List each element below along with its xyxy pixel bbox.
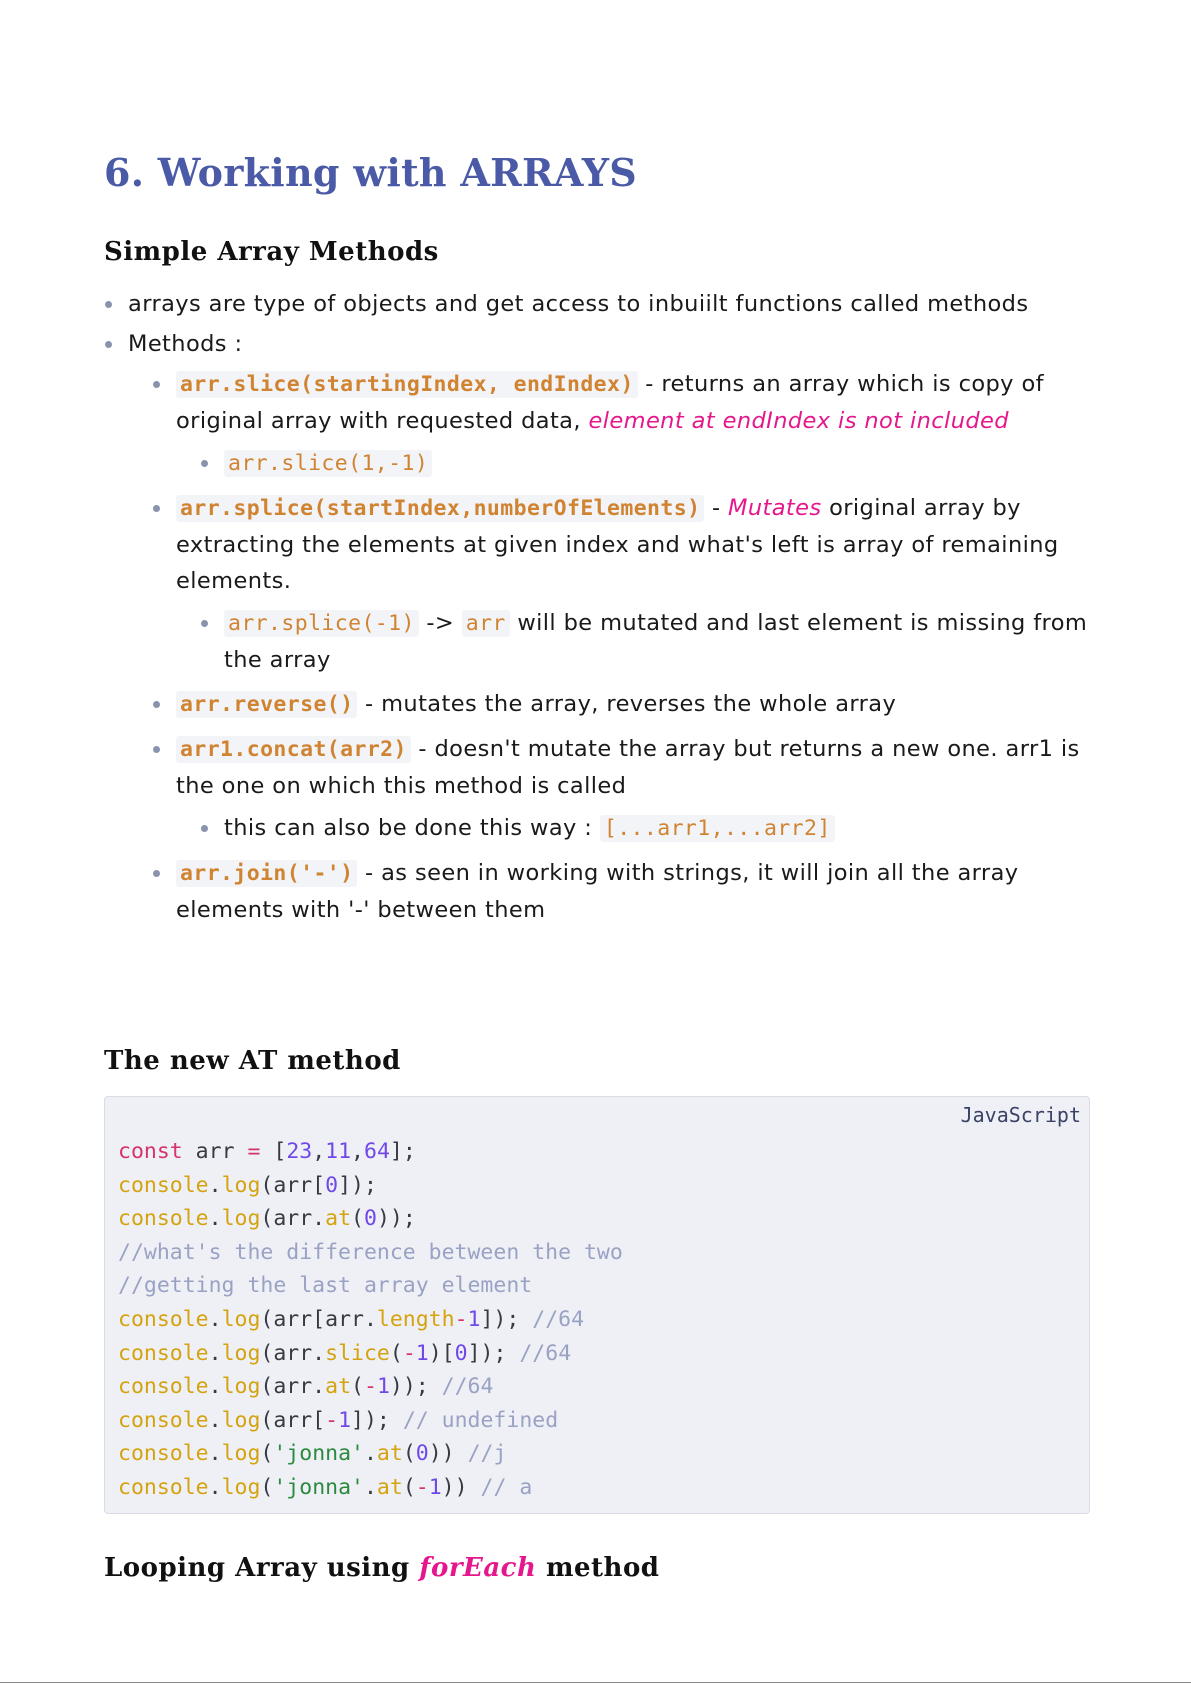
page-divider — [0, 1682, 1191, 1683]
list-item: this can also be done this way : [...arr1,...arr2] — [200, 810, 1090, 847]
page-title: 6. Working with ARRAYS — [104, 150, 637, 195]
list-item-reverse: arr.reverse() - mutates the array, reverses the whole array — [152, 686, 1090, 723]
inline-code: arr.splice(-1) — [224, 610, 419, 637]
list-item: arr.splice(-1) -> arr will be mutated and last element is missing from the array — [200, 605, 1090, 678]
list-item: Methods : arr.slice(startingIndex, endIndex) - returns an array which is copy of original array with requested data, element at endIndex is not included arr.slice(1,-1) arr.splice(startIndex,numberOfElements) - Mutates original array by extracting the elements at given index and what's left is array of remaining elements. arr.splice(-1) -> arr will be mutated and last element is missing from the array arr.reverse() - mutates the array, reverses the whole array arr1.concat(arr2) - doesn't mutate the array but returns a new one. arr1 is the one on which this method is called this can also be done this way : [...arr1,...arr2] arr.join('-') - as seen in working with strings, it will join all the array elements with '-' between them — [104, 326, 1090, 928]
inline-code: arr.join('-') — [176, 860, 357, 887]
code-content: const arr = [23,11,64]; console.log(arr[0]); console.log(arr.at(0)); //what's the difference between the two //getting the last array element console.log(arr[arr.length-1]); //64 console.log(arr.slice(-1)[0]); //64 console.log(arr.at(-1)); //64 console.log(arr[-1]); // undefined console.log('jonna'.at(0)) //j console.log('jonna'.at(-1)) // a — [118, 1139, 623, 1500]
section-heading-looping-foreach: Looping Array using forEach method — [104, 1553, 660, 1583]
list-item-join: arr.join('-') - as seen in working with strings, it will join all the array elements with '-' between them — [152, 855, 1090, 928]
code-language-label: JavaScript — [960, 1103, 1081, 1127]
emphasis-text: forEach — [419, 1553, 537, 1583]
inline-code: [...arr1,...arr2] — [600, 815, 835, 842]
list-item — [200, 445, 1090, 482]
inline-code: arr — [462, 610, 510, 637]
emphasis-text: Mutates — [728, 495, 822, 521]
methods-list — [104, 286, 1090, 936]
list-item: arrays are type of objects and get access to inbuiilt functions called methods — [104, 286, 1090, 322]
list-item-concat: arr1.concat(arr2) - doesn't mutate the array but returns a new one. arr1 is the one on which this method is called this can also be done this way : [...arr1,...arr2] — [152, 731, 1090, 847]
section-heading-simple-array-methods: Simple Array Methods — [104, 237, 439, 267]
inline-code: arr.slice(startingIndex, endIndex) — [176, 371, 638, 398]
code-block — [104, 1096, 1090, 1514]
inline-code: arr1.concat(arr2) — [176, 736, 411, 763]
emphasis-text: element at endIndex is not included — [588, 408, 1009, 434]
section-heading-at-method: The new AT method — [104, 1046, 401, 1076]
list-item-slice: arr.slice(startingIndex, endIndex) - returns an array which is copy of original array with requested data, element at endIndex is not included arr.slice(1,-1) — [152, 366, 1090, 482]
inline-code: arr.splice(startIndex,numberOfElements) — [176, 495, 704, 522]
list-item-splice: arr.splice(startIndex,numberOfElements) - Mutates original array by extracting the elements at given index and what's left is array of remaining elements. arr.splice(-1) -> arr will be mutated and last element is missing from the array — [152, 490, 1090, 678]
inline-code: arr.slice(1,-1) — [224, 450, 432, 477]
inline-code: arr.reverse() — [176, 691, 357, 718]
